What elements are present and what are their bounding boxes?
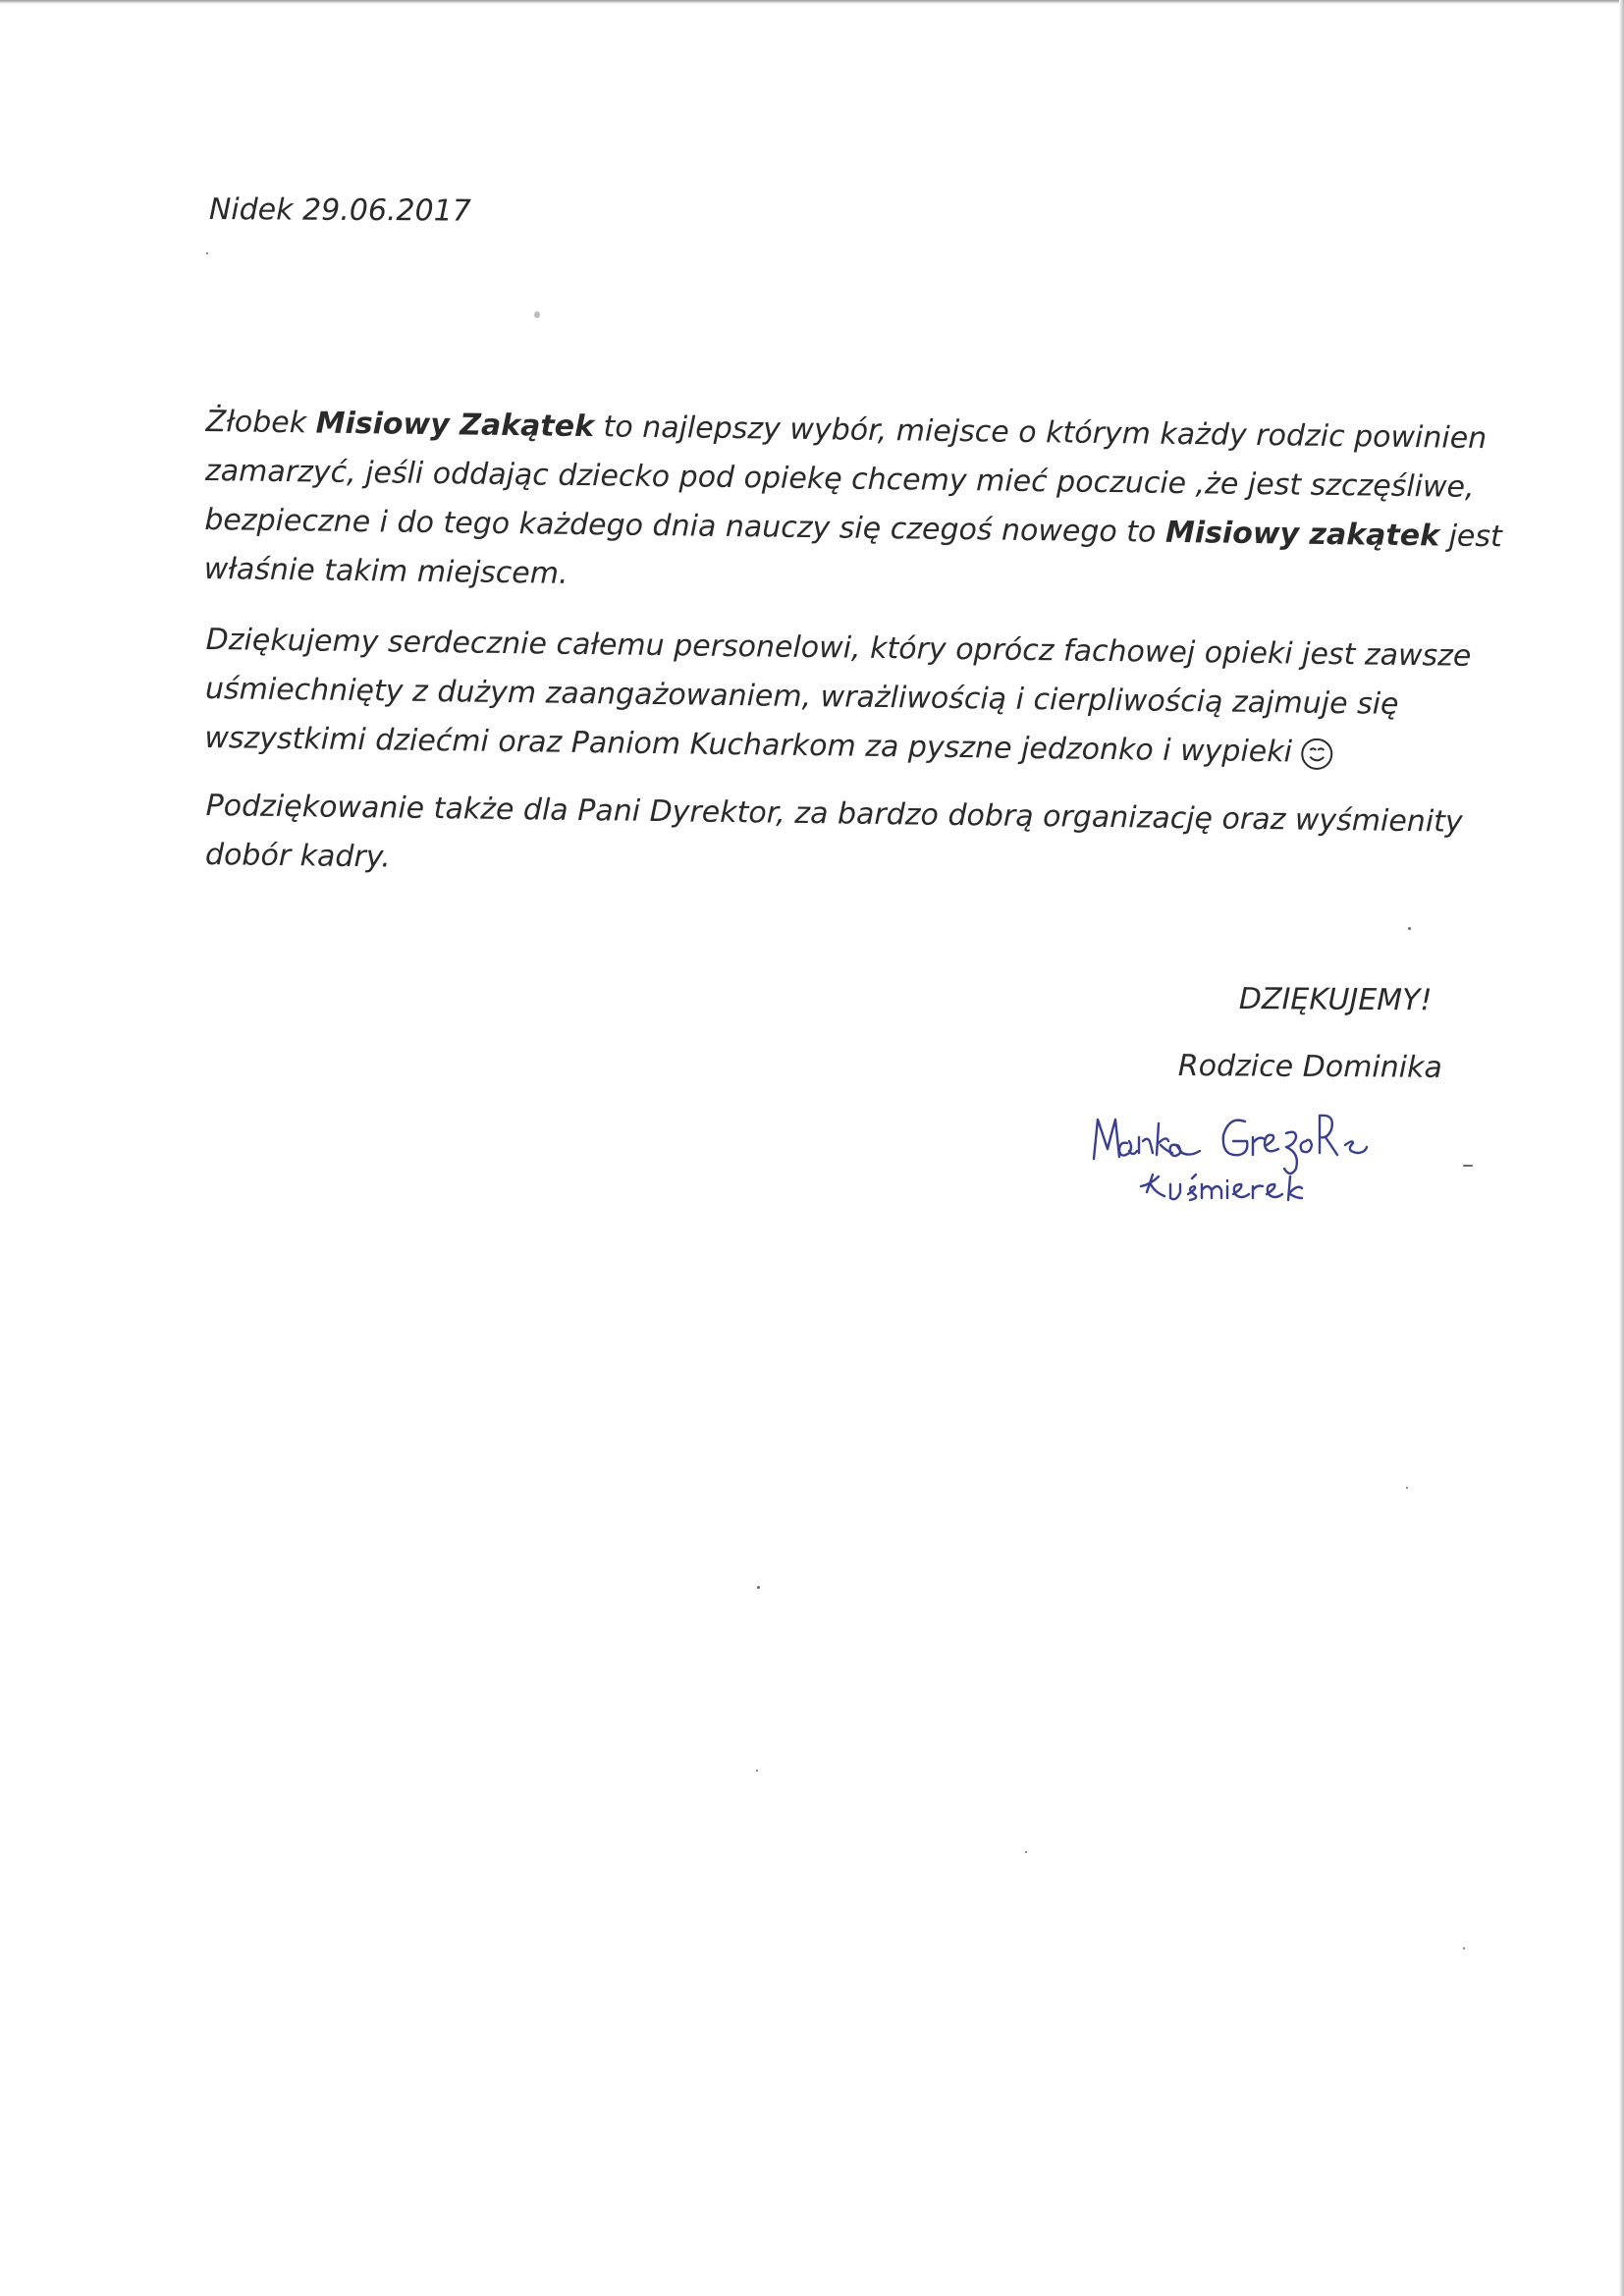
scan-speck (1463, 1947, 1465, 1949)
text-span: bezpieczne i do tego każdego dnia nauczy się czegoś nowego to (204, 502, 1166, 550)
text-span: wszystkimi dziećmi oraz Paniom Kucharkom za pyszne jedzonko i wypieki (204, 720, 1293, 770)
paragraph-line: Dziękujemy serdecznie całemu personelowi, który oprócz fachowej opieki jest zawsze (205, 622, 1472, 674)
scan-speck (756, 1770, 758, 1772)
sender-name: Rodzice Dominika (1177, 1049, 1442, 1085)
handwritten-signature (1080, 1098, 1434, 1226)
scan-speck (1406, 1487, 1408, 1489)
closing-thanks: DZIĘKUJEMY! (1238, 982, 1433, 1018)
scan-speck (1408, 927, 1411, 930)
scan-speck (1463, 1165, 1473, 1167)
paragraph-line: zamarzyć, jeśli oddając dziecko pod opiekę chcemy mieć poczucie ,że jest szczęśliwe, (204, 453, 1475, 505)
letter-date: Nidek 29.06.2017 (208, 192, 471, 229)
paragraph-thanks-staff (204, 616, 1472, 780)
text-span: Żłobek (205, 404, 316, 441)
paragraph-line: uśmiechnięty z dużym zaangażowaniem, wrażliwością i cierpliwością zajmuje się (204, 671, 1399, 722)
text-span: to najlepszy wybór, miejsce o którym każdy rodzic powinien (593, 410, 1488, 457)
scan-speck (534, 311, 540, 318)
nursery-name: Misiowy zakątek (1164, 515, 1440, 554)
scan-speck (206, 252, 208, 254)
paragraph-line: Podziękowanie także dla Pani Dyrektor, za bardzo dobrą organizację oraz wyśmienity (205, 788, 1463, 840)
paragraph-thanks-director (205, 782, 1463, 897)
nursery-name: Misiowy Zakątek (315, 406, 595, 445)
smiley-icon (1300, 737, 1333, 770)
paragraph-line: dobór kadry. (204, 837, 392, 875)
scan-speck (757, 1586, 760, 1589)
scan-speck (1025, 1851, 1027, 1853)
paragraph-recommendation (203, 398, 1503, 611)
paragraph-line: właśnie takim miejscem. (203, 551, 568, 591)
text-span: jest (1438, 519, 1503, 555)
